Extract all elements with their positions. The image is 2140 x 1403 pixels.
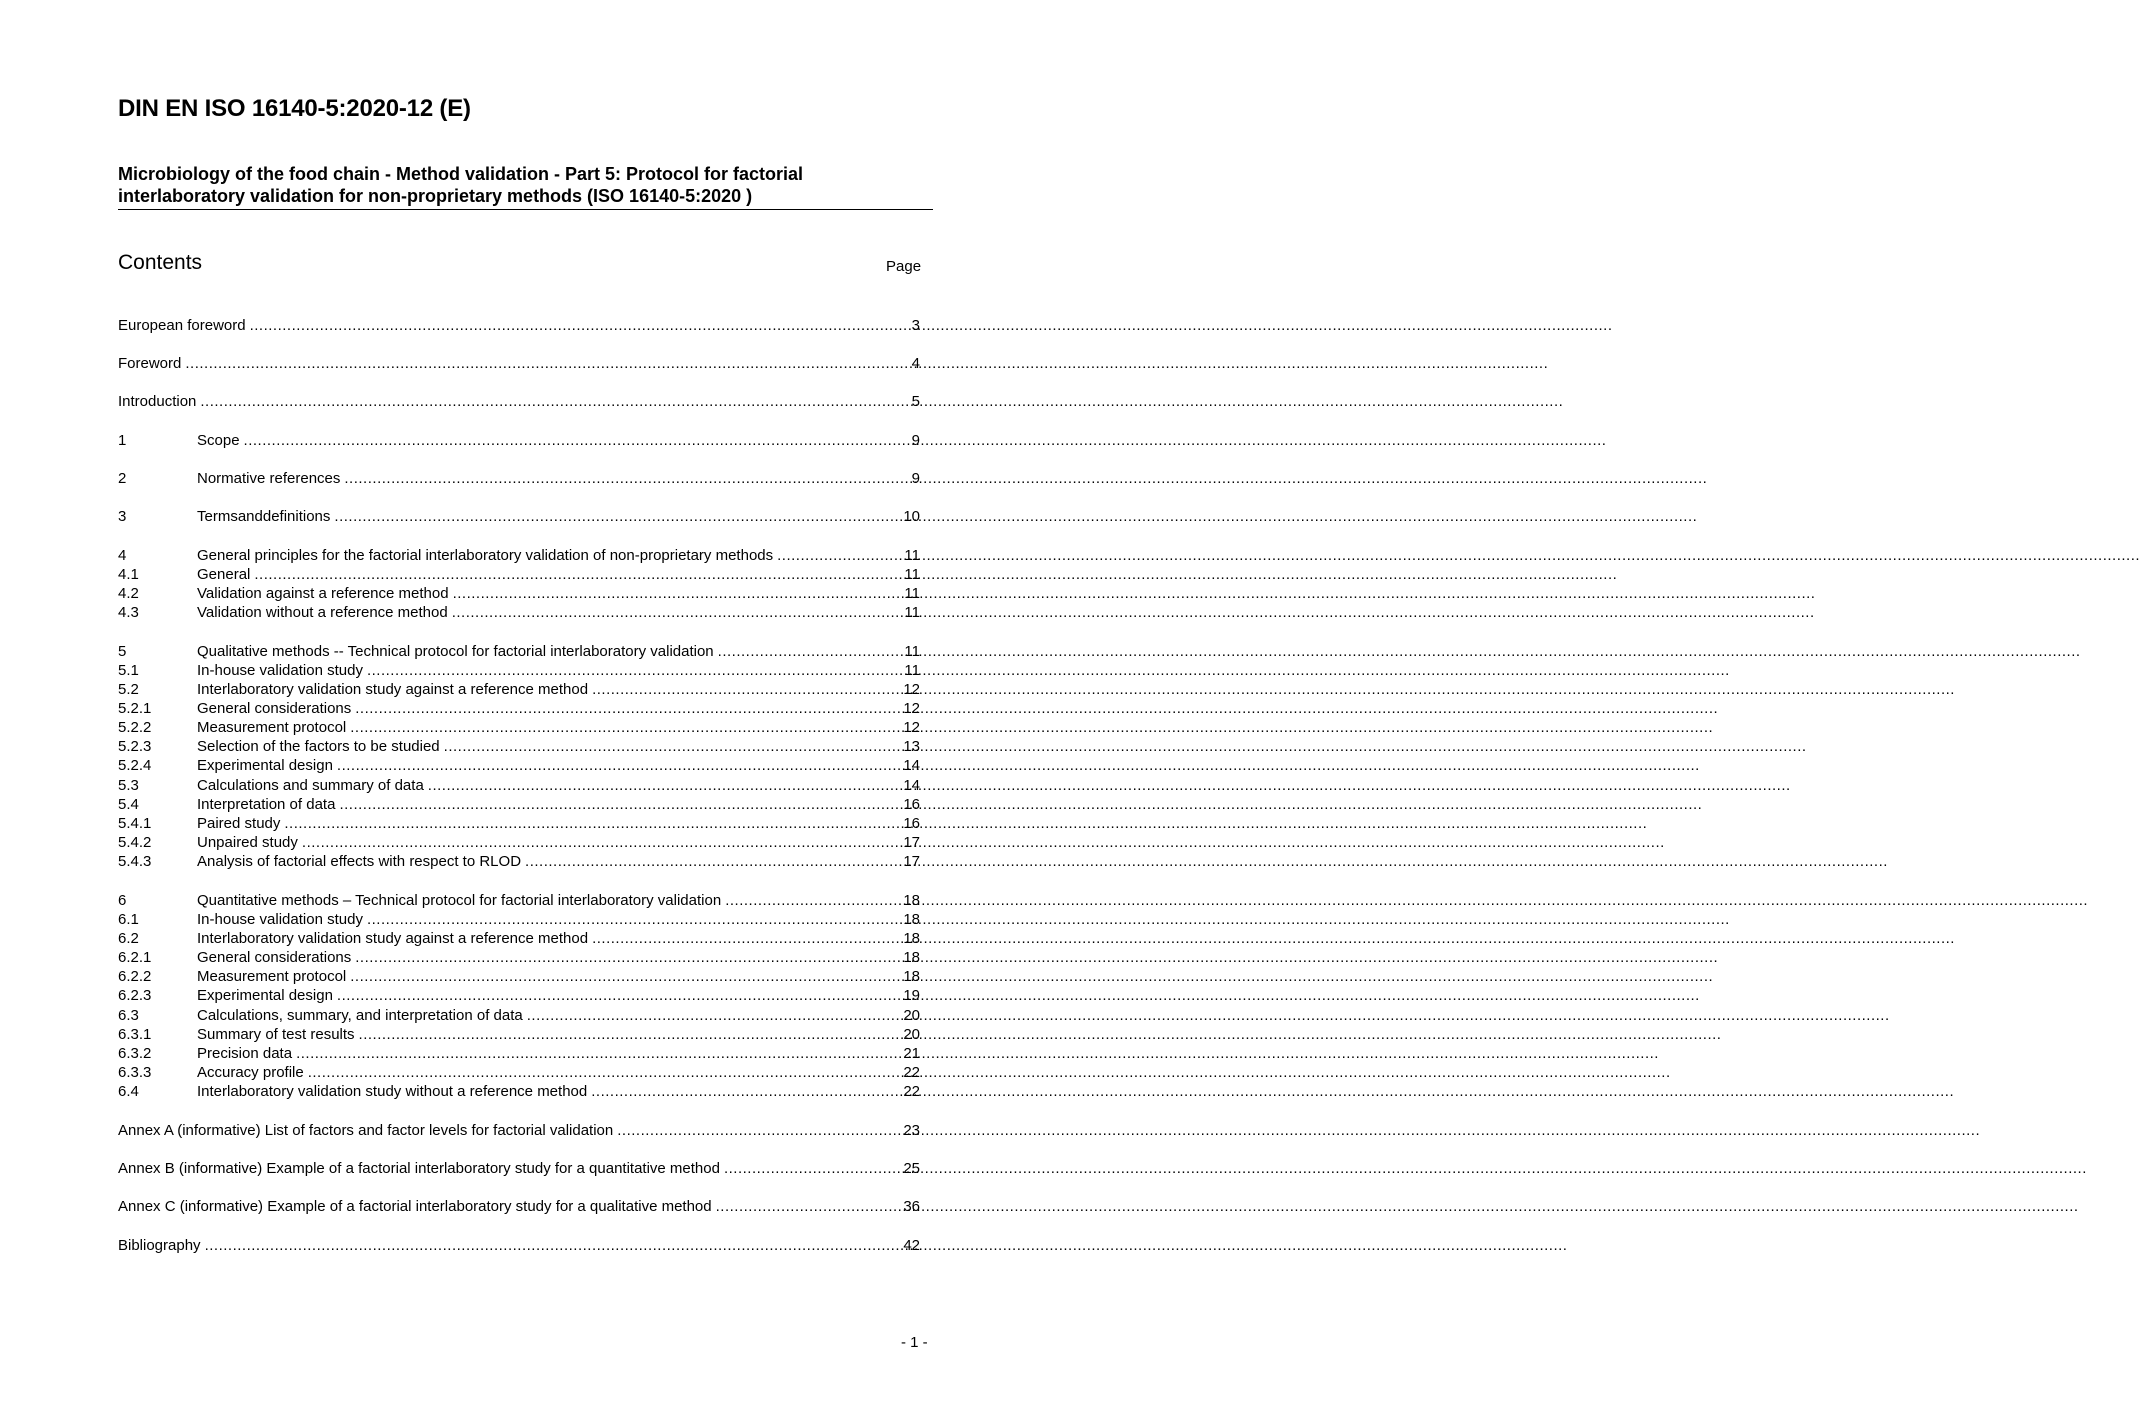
toc-entry-5-2-2[interactable] — [118, 718, 920, 737]
toc-entry-5-2[interactable] — [118, 680, 920, 699]
toc-entry-page: 11 — [904, 566, 920, 583]
toc-entry-6[interactable] — [118, 891, 920, 910]
toc-entry-5-4[interactable] — [118, 795, 920, 814]
toc-entry-bibliography[interactable] — [118, 1236, 920, 1255]
toc-entry-number: 5.2.1 — [118, 700, 152, 717]
toc-entry-3[interactable] — [118, 507, 920, 526]
toc-entry-text: Measurement protocol — [197, 968, 347, 985]
toc-entry-european-foreword[interactable] — [118, 316, 920, 335]
toc-entry-number: 5 — [118, 643, 127, 660]
toc-entry-4[interactable] — [118, 546, 920, 565]
toc-entry-number: 5.2.3 — [118, 738, 152, 755]
toc-entry-page: 18 — [903, 949, 920, 966]
toc-entry-page: 5 — [911, 393, 920, 410]
toc-entry-text: Annex A (informative) List of factors and factor levels for factorial validation — [118, 1122, 614, 1139]
toc-entry-page: 17 — [903, 853, 920, 870]
toc-entry-page: 36 — [903, 1198, 920, 1215]
toc-entry-5-1[interactable] — [118, 661, 920, 680]
toc-entry-6-3-2[interactable] — [118, 1044, 920, 1063]
toc-entry-text: Analysis of factorial effects with respect to RLOD — [197, 853, 522, 870]
toc-entry-page: 9 — [911, 432, 920, 449]
toc-entry-5[interactable] — [118, 642, 920, 661]
toc-entry-annex-b[interactable] — [118, 1159, 920, 1178]
toc-entry-page: 20 — [903, 1026, 920, 1043]
toc-entry-text: Normative references — [197, 470, 341, 487]
toc-entry-number: 5.4 — [118, 796, 139, 813]
toc-entry-number: 6.2.1 — [118, 949, 152, 966]
toc-entry-1[interactable] — [118, 431, 920, 450]
toc-entry-text: Accuracy profile — [197, 1064, 304, 1081]
toc-entry-page: 19 — [903, 987, 920, 1004]
toc-entry-2[interactable] — [118, 469, 920, 488]
toc-entry-number: 6.3.2 — [118, 1045, 152, 1062]
document-title — [118, 163, 933, 210]
toc-entry-page: 22 — [903, 1064, 920, 1081]
toc-entry-text: Interlaboratory validation study against a reference method — [197, 681, 589, 698]
toc-entry-5-2-3[interactable] — [118, 737, 920, 756]
toc-entry-4-1[interactable] — [118, 565, 920, 584]
toc-entry-6-4[interactable] — [118, 1082, 920, 1101]
toc-entry-page: 18 — [903, 911, 920, 928]
toc-entry-6-3-1[interactable] — [118, 1025, 920, 1044]
toc-entry-text: Experimental design — [197, 757, 333, 774]
toc-entry-number: 6.3.3 — [118, 1064, 152, 1081]
toc-entry-number: 5.4.1 — [118, 815, 152, 832]
toc-entry-text: European foreword — [118, 317, 246, 334]
toc-entry-text: Qualitative methods -- Technical protocol for factorial interlaboratory validation — [197, 643, 714, 660]
document-title-line-2: interlaboratory validation for non-proprietary methods (ISO 16140-5:2020 ) — [118, 186, 753, 206]
toc-entry-6-1[interactable] — [118, 910, 920, 929]
toc-entry-number: 6.1 — [118, 911, 139, 928]
toc-entry-number: 4.1 — [118, 566, 139, 583]
toc-entry-page: 18 — [903, 930, 920, 947]
toc-entry-text: Bibliography — [118, 1237, 201, 1254]
toc-entry-number: 2 — [118, 470, 127, 487]
toc-entry-number: 5.1 — [118, 662, 139, 679]
toc-entry-page: 14 — [903, 777, 920, 794]
toc-entry-text: Interlaboratory validation study against a reference method — [197, 930, 589, 947]
toc-entry-number: 5.2.4 — [118, 757, 152, 774]
toc-entry-page: 13 — [903, 738, 920, 755]
toc-entry-text: Annex B (informative) Example of a factorial interlaboratory study for a quantitative method — [118, 1160, 720, 1177]
toc-entry-number: 4 — [118, 547, 127, 564]
toc-entry-page: 3 — [911, 317, 920, 334]
toc-entry-page: 18 — [903, 968, 920, 985]
toc-entry-text: Calculations and summary of data — [197, 777, 424, 794]
toc-entry-text: Interlaboratory validation study without a reference method — [197, 1083, 588, 1100]
toc-entry-page: 11 — [904, 585, 920, 602]
toc-entry-number: 5.3 — [118, 777, 139, 794]
toc-entry-text: Paired study — [197, 815, 281, 832]
toc-entry-text: Introduction — [118, 393, 197, 410]
toc-entry-4-3[interactable] — [118, 603, 920, 622]
toc-entry-text: Unpaired study — [197, 834, 298, 851]
toc-entry-number: 3 — [118, 508, 127, 525]
contents-heading: Contents — [118, 251, 203, 274]
page-number: - 1 - — [901, 1334, 928, 1351]
toc-entry-text: Validation against a reference method — [197, 585, 449, 602]
toc-entry-text: Measurement protocol — [197, 719, 347, 736]
toc-entry-number: 6.2 — [118, 930, 139, 947]
toc-entry-number: 4.3 — [118, 604, 139, 621]
toc-entry-number: 5.2.2 — [118, 719, 152, 736]
toc-entry-page: 20 — [903, 1007, 920, 1024]
page-column-heading: Page — [886, 258, 922, 275]
toc-entry-page: 25 — [903, 1160, 920, 1177]
toc-entry-number: 5.4.2 — [118, 834, 152, 851]
toc-entry-text: Precision data — [197, 1045, 293, 1062]
toc-entry-page: 12 — [903, 700, 920, 717]
toc-entry-text: Selection of the factors to be studied — [197, 738, 440, 755]
document-id: DIN EN ISO 16140-5:2020-12 (E) — [118, 95, 471, 122]
toc-entry-foreword[interactable] — [118, 354, 920, 373]
toc-entry-text: Experimental design — [197, 987, 333, 1004]
toc-entry-text: General principles for the factorial interlaboratory validation of non-proprietary methods — [197, 547, 774, 564]
toc-entry-text: In-house validation study — [197, 662, 363, 679]
toc-entry-number: 6 — [118, 892, 127, 909]
toc-entry-page: 11 — [904, 547, 920, 564]
toc-entry-text: Summary of test results — [197, 1026, 355, 1043]
toc-entry-page: 18 — [903, 892, 920, 909]
toc-entry-5-2-4[interactable] — [118, 756, 920, 775]
toc-entry-annex-a[interactable] — [118, 1121, 920, 1140]
toc-entry-annex-c[interactable] — [118, 1197, 920, 1216]
toc-entry-4-2[interactable] — [118, 584, 920, 603]
toc-entry-6-3-3[interactable] — [118, 1063, 920, 1082]
toc-entry-page: 9 — [911, 470, 920, 487]
toc-entry-number: 6.3.1 — [118, 1026, 152, 1043]
toc-entry-page: 10 — [903, 508, 920, 525]
toc-entry-text: Calculations, summary, and interpretation of data — [197, 1007, 523, 1024]
toc-entry-page: 17 — [903, 834, 920, 851]
toc-entry-number: 6.2.3 — [118, 987, 152, 1004]
toc-entry-text: Foreword — [118, 355, 182, 372]
toc-entry-5-3[interactable] — [118, 776, 920, 795]
toc-entry-number: 1 — [118, 432, 127, 449]
toc-entry-6-2-3[interactable] — [118, 986, 920, 1005]
toc-entry-text: General considerations — [197, 949, 352, 966]
toc-entry-page: 11 — [904, 662, 920, 679]
toc-entry-text: Annex C (informative) Example of a factorial interlaboratory study for a qualitative method — [118, 1198, 712, 1215]
toc-entry-number: 6.3 — [118, 1007, 139, 1024]
toc-entry-page: 12 — [903, 681, 920, 698]
toc-entry-6-2[interactable] — [118, 929, 920, 948]
toc-entry-text: General considerations — [197, 700, 352, 717]
toc-entry-page: 11 — [904, 643, 920, 660]
toc-entry-page: 12 — [903, 719, 920, 736]
toc-entry-number: 6.2.2 — [118, 968, 152, 985]
toc-entry-page: 21 — [903, 1045, 920, 1062]
toc-entry-text: Interpretation of data — [197, 796, 336, 813]
toc-entry-introduction[interactable] — [118, 392, 920, 411]
toc-entry-page: 4 — [911, 355, 920, 372]
toc-entry-number: 5.2 — [118, 681, 139, 698]
toc-entry-text: Validation without a reference method — [197, 604, 448, 621]
toc-entry-number: 6.4 — [118, 1083, 139, 1100]
toc-entry-page: 22 — [903, 1083, 920, 1100]
toc-entry-6-2-2[interactable] — [118, 967, 920, 986]
toc-entry-text: In-house validation study — [197, 911, 363, 928]
toc-entry-page: 16 — [903, 796, 920, 813]
toc-entry-text: General — [197, 566, 251, 583]
toc-entry-text: Quantitative methods – Technical protocol for factorial interlaboratory validation — [197, 892, 722, 909]
toc-entry-5-2-1[interactable] — [118, 699, 920, 718]
toc-entry-page: 11 — [904, 604, 920, 621]
toc-entry-number: 4.2 — [118, 585, 139, 602]
toc-entry-page: 16 — [903, 815, 920, 832]
toc-entry-text: Scope — [197, 432, 240, 449]
toc-entry-6-3[interactable] — [118, 1006, 920, 1025]
toc-entry-5-4-1[interactable] — [118, 814, 920, 833]
toc-entry-page: 14 — [903, 757, 920, 774]
toc-entry-5-4-3[interactable] — [118, 852, 920, 871]
toc-entry-page: 42 — [903, 1237, 920, 1254]
toc-entry-6-2-1[interactable] — [118, 948, 920, 967]
toc-entry-number: 5.4.3 — [118, 853, 152, 870]
document-title-line-1: Microbiology of the food chain - Method validation - Part 5: Protocol for factorial — [118, 164, 804, 184]
toc-entry-text: Termsanddefinitions — [197, 508, 331, 525]
toc-entry-5-4-2[interactable] — [118, 833, 920, 852]
toc-entry-page: 23 — [903, 1122, 920, 1139]
